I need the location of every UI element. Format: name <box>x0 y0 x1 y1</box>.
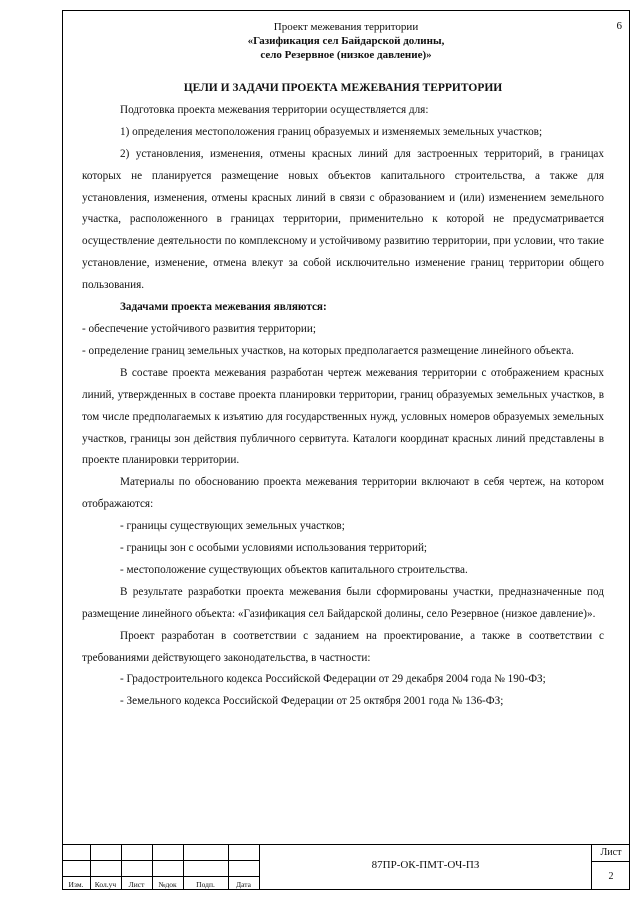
law-item-2: - Земельного кодекса Российской Федерации от 25 октября 2001 года № 136-ФЗ; <box>120 695 504 708</box>
sheet-divider <box>592 861 630 862</box>
document-code: 87ПР-ОК-ПМТ-ОЧ-ПЗ <box>371 859 480 871</box>
stamp-row-line <box>62 860 259 861</box>
law-item-1: - Градостроительного кодекса Российской Федерации от 29 декабря 2004 года № 190-ФЗ; <box>120 673 546 686</box>
paragraph-drawing: В составе проекта межевания разработан чертеж межевания территории с отображением красных линий, утвержденных в составе проекта планировки территории, границ образуемых земельных участков, в том числе предполагаемых к изъятию для государственных нужд, условных номеров образуемых земельных участков, границы зон действия публичного сервитута. Каталоги координат красных линий представлены в проекте планировки территории. <box>82 366 604 467</box>
paragraph-intro: Подготовка проекта межевания территории осуществляется для: <box>120 103 429 116</box>
stamp-label-signature: Подп. <box>196 880 215 889</box>
task-item-1: - обеспечение устойчивого развития территории; <box>82 322 316 335</box>
document-body <box>82 78 604 713</box>
stamp-label-change: Изм. <box>68 880 84 889</box>
materials-item-2: - границы зон с особыми условиями использования территорий; <box>120 542 428 555</box>
header-line-1: Проект межевания территории <box>273 21 419 33</box>
sheet-label: Лист <box>600 847 622 858</box>
sheet-number: 2 <box>608 871 614 882</box>
materials-item-1: - границы существующих земельных участков; <box>120 520 345 533</box>
stamp-label-docnum: №док <box>158 880 177 889</box>
page-number: 6 <box>616 20 622 32</box>
title-block <box>62 844 630 890</box>
stamp-row-line <box>62 876 259 877</box>
paragraph-item-1: 1) определения местоположения границ образуемых и изменяемых земельных участков; <box>120 125 543 138</box>
paragraph-materials: Материалы по обоснованию проекта межевания территории включают в себя чертеж, на котором отображаются: <box>82 476 604 511</box>
paragraph-result: В результате разработки проекта межевания были сформированы участки, предназначенные под размещение линейного объекта: «Газификация сел Байдарской долины, село Резервное (низкое давление)». <box>82 585 604 620</box>
header-line-2: «Газификация сел Байдарской долины, <box>247 35 445 47</box>
stamp-label-date: Дата <box>236 880 251 889</box>
materials-item-3: - местоположение существующих объектов капитального строительства. <box>120 563 468 576</box>
stamp-label-sheet: Лист <box>128 880 145 889</box>
section-title: ЦЕЛИ И ЗАДАЧИ ПРОЕКТА МЕЖЕВАНИЯ ТЕРРИТОРИИ <box>183 82 503 94</box>
header-line-3: село Резервное (низкое давление)» <box>260 49 432 61</box>
document-header <box>62 20 630 62</box>
stamp-label-count: Кол.уч <box>94 880 117 889</box>
tasks-heading: Задачами проекта межевания являются: <box>120 301 327 314</box>
paragraph-compliance: Проект разработан в соответствии с заданием на проектирование, а также в соответствии с требованиями действующего законодательства, в частности: <box>82 629 604 664</box>
task-item-2: - определение границ земельных участков, на которых предполагается размещение линейного объекта. <box>82 344 574 357</box>
paragraph-item-2: 2) установления, изменения, отмены красных линий для застроенных территорий, в границах которых не планируется размещение новых объектов капитального строительства, а также для установления, изменения, отмены красных линий в связи с образованием и (или) изменением земельного участка, расположенного в границах территории, применительно к которой не предусматривается осуществление деятельности по комплексному и устойчивому развитию территории, при условии, что такие установление, изменение, отмена влекут за собой исключительно изменение границ территории общего пользования. <box>82 147 604 292</box>
